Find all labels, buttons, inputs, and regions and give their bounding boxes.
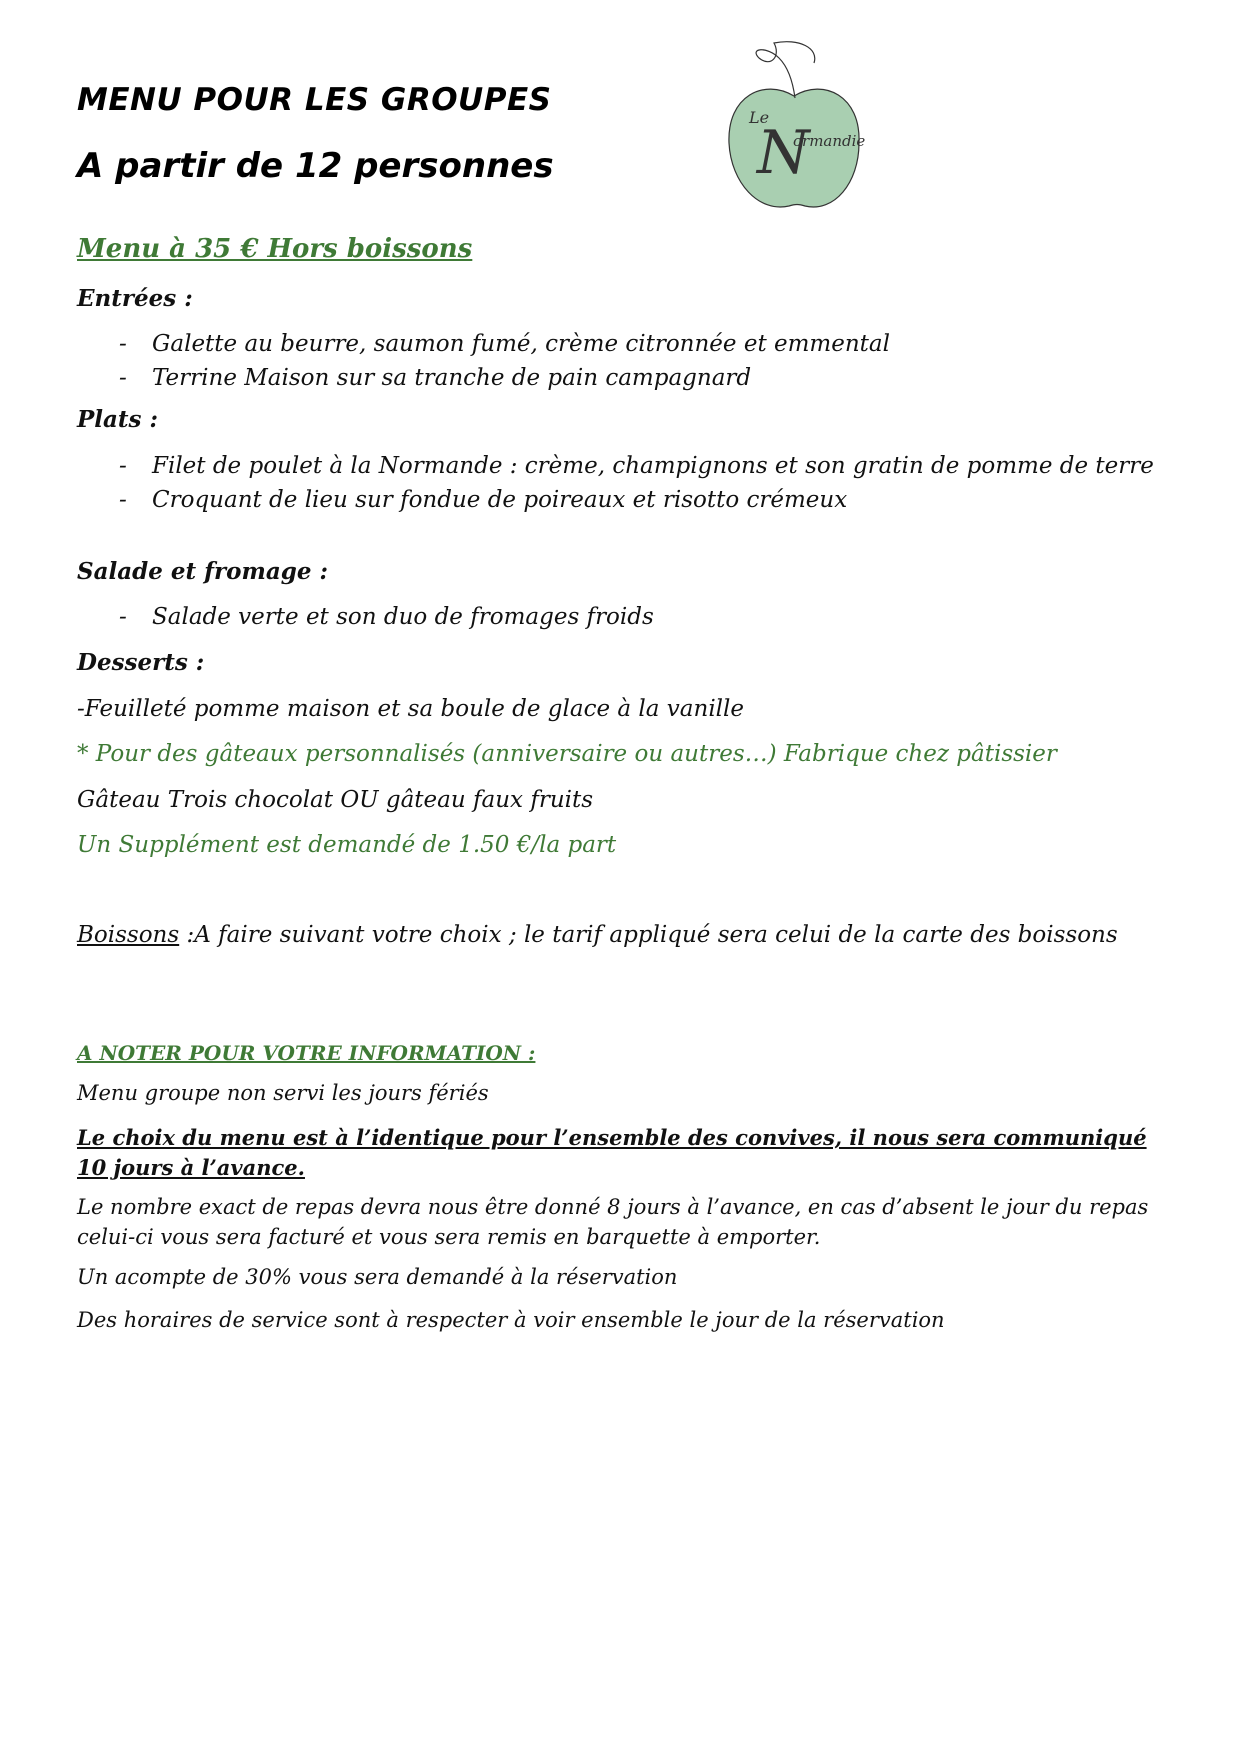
section-plats-label: Plats : [77, 406, 159, 433]
plat-item: - Croquant de lieu sur fondue de poireaux et risotto crémeux [77, 483, 1157, 517]
boissons-paragraph [77, 918, 1157, 952]
boissons-label: Boissons [77, 922, 180, 948]
menu-price-title: Menu à 35 € Hors boissons [77, 234, 473, 264]
section-desserts-label: Desserts : [77, 649, 205, 676]
note-line: Des horaires de service sont à respecter à voir ensemble le jour de la réservation [77, 1308, 945, 1332]
entree-item: - Terrine Maison sur sa tranche de pain campagnard [77, 361, 1167, 395]
page-title: MENU POUR LES GROUPES [77, 82, 552, 118]
plat-item: - Filet de poulet à la Normande : crème, champignons et son gratin de pomme de terre [77, 449, 1157, 483]
dessert-item: -Feuilleté pomme maison et sa boule de glace à la vanille [77, 696, 744, 722]
section-salade-label: Salade et fromage : [77, 558, 328, 585]
svg-text:ormandie: ormandie [793, 132, 866, 150]
section-entrees-label: Entrées : [77, 285, 193, 312]
note-line: Le nombre exact de repas devra nous être donné 8 jours à l’avance, en cas d’absent le jour du repas celui-ci vous sera facturé et vous sera remis en barquette à emporter. [77, 1195, 1149, 1249]
salade-item: - Salade verte et son duo de fromages froids [77, 600, 1167, 634]
cake-options: Gâteau Trois chocolat OU gâteau faux fruits [77, 787, 594, 813]
note-line: Menu groupe non servi les jours fériés [77, 1081, 489, 1105]
page-subtitle: A partir de 12 personnes [77, 146, 554, 186]
svg-text:Le: Le [749, 108, 770, 127]
custom-cake-note: * Pour des gâteaux personnalisés (anniversaire ou autres…) Fabrique chez pâtissier [77, 741, 1057, 767]
salade-list [77, 600, 1167, 634]
restaurant-logo [719, 38, 869, 218]
note-line: Un acompte de 30% vous sera demandé à la réservation [77, 1265, 678, 1289]
supplement-note: Un Supplément est demandé de 1.50 €/la part [77, 832, 617, 858]
plats-list [77, 449, 1157, 517]
notes-heading: A NOTER POUR VOTRE INFORMATION : [77, 1041, 536, 1065]
boissons-text: :A faire suivant votre choix ; le tarif appliqué sera celui de la carte des boissons [179, 922, 1118, 948]
apple-logo-icon [719, 38, 869, 218]
entrees-list [77, 327, 1167, 395]
svg-text:N: N [757, 118, 810, 188]
entree-item: - Galette au beurre, saumon fumé, crème citronnée et emmental [77, 327, 1167, 361]
note-line-emphasis: Le choix du menu est à l’identique pour l’ensemble des convives, il nous sera communiqué 10 jours à l’avance. [77, 1125, 1147, 1180]
